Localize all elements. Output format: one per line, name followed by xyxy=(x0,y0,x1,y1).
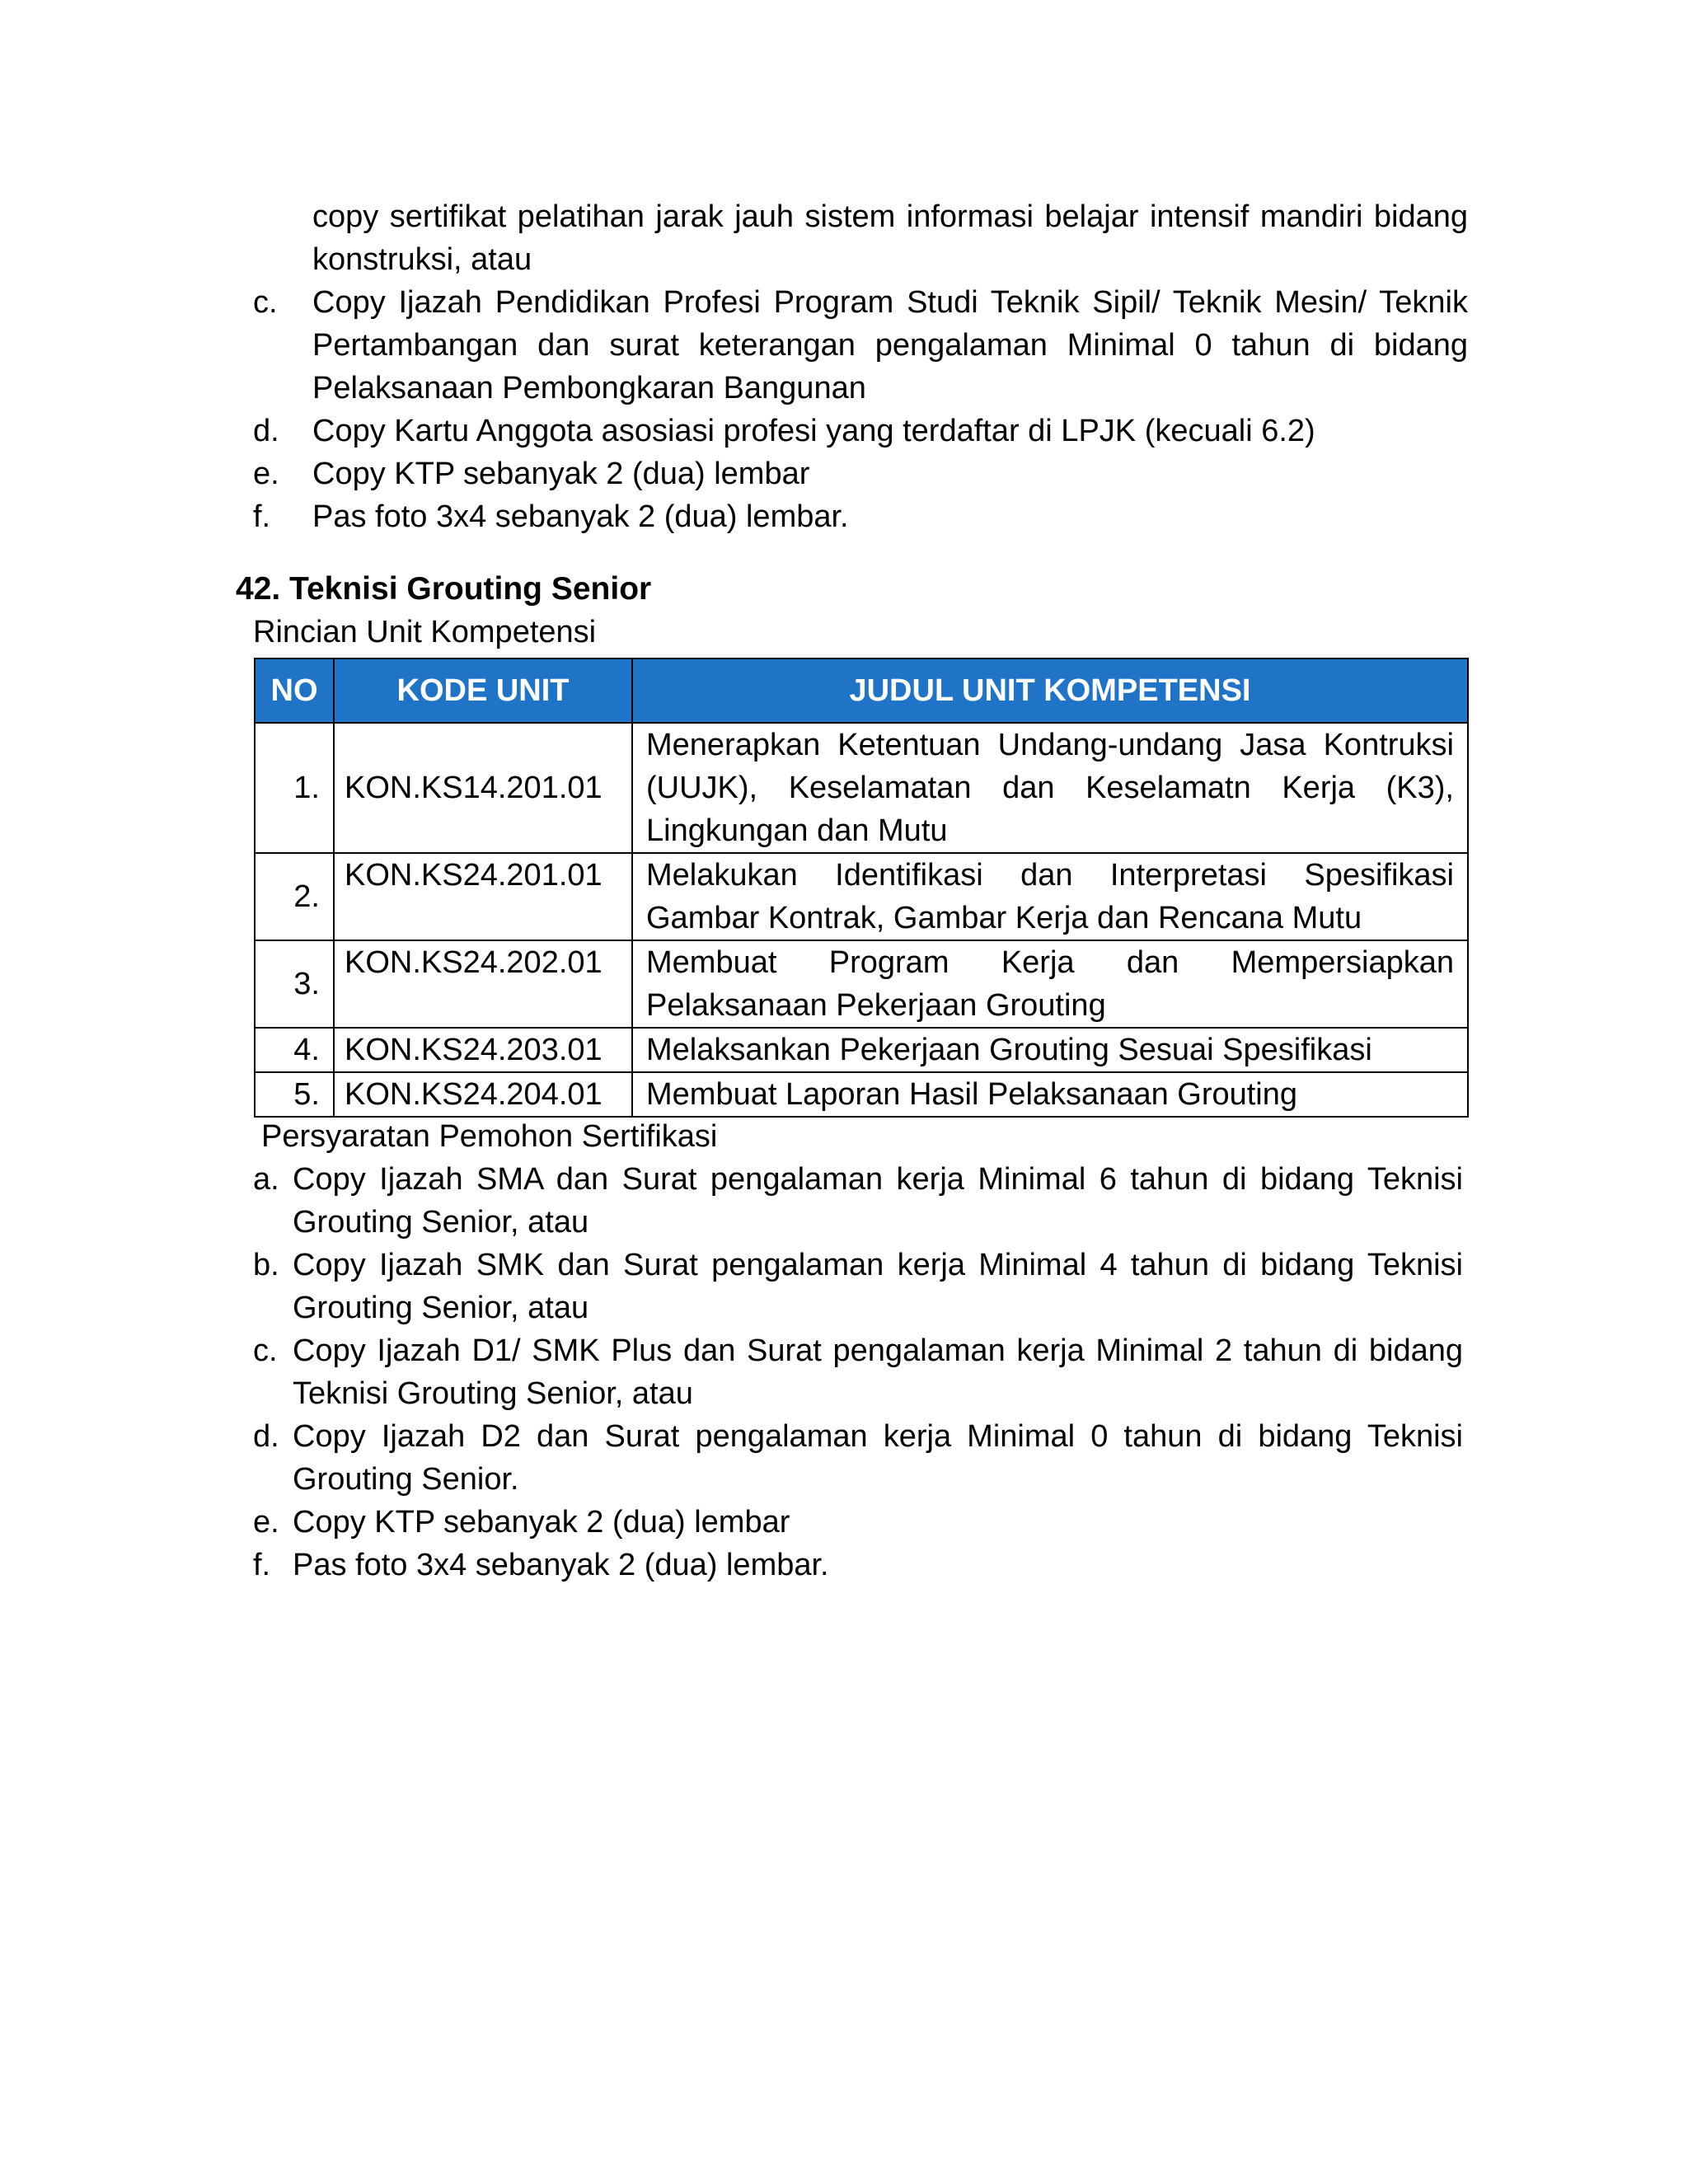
cell-title: Membuat Laporan Hasil Pelaksanaan Grouting xyxy=(632,1072,1468,1117)
cell-no: 1. xyxy=(255,723,334,853)
list-marker: b. xyxy=(253,1248,279,1282)
competency-unit-table xyxy=(254,658,1469,1118)
list-item-text: Copy Ijazah SMK dan Surat pengalaman kerja Minimal 4 tahun di bidang Teknisi Grouting Senior, atau xyxy=(293,1248,1463,1325)
cell-title: Menerapkan Ketentuan Undang-undang Jasa Kontruksi (UUJK), Keselamatan dan Keselamatn Kerja (K3), Lingkungan dan Mutu xyxy=(632,723,1468,853)
table-row xyxy=(255,940,1468,1028)
cell-code: KON.KS14.201.01 xyxy=(334,723,632,853)
table-header-row xyxy=(255,658,1468,723)
list-item-text: Copy Ijazah D1/ SMK Plus dan Surat pengalaman kerja Minimal 2 tahun di bidang Teknisi Grouting Senior, atau xyxy=(293,1333,1463,1411)
previous-requirements-list xyxy=(253,195,1468,538)
cell-no: 5. xyxy=(255,1072,334,1117)
list-marker: d. xyxy=(253,1419,279,1454)
header-title: JUDUL UNIT KOMPETENSI xyxy=(632,658,1468,723)
list-marker: d. xyxy=(253,414,279,448)
units-label: Rincian Unit Kompetensi xyxy=(253,615,597,649)
list-marker: e. xyxy=(253,1505,279,1540)
table-row xyxy=(255,853,1468,940)
header-code: KODE UNIT xyxy=(334,658,632,723)
list-marker: f. xyxy=(253,499,271,534)
list-item-text: Copy Ijazah Pendidikan Profesi Program Studi Teknik Sipil/ Teknik Mesin/ Teknik Pertambangan dan surat keterangan pengalaman Minimal 0 tahun di bidang Pelaksanaan Pembongkaran Bangunan xyxy=(312,285,1468,405)
cell-no: 3. xyxy=(255,940,334,1028)
list-marker: a. xyxy=(253,1162,279,1197)
list-item xyxy=(253,1415,1463,1501)
table-row xyxy=(255,1072,1468,1117)
list-item-text: Copy Ijazah D2 dan Surat pengalaman kerja Minimal 0 tahun di bidang Teknisi Grouting Senior. xyxy=(293,1419,1463,1497)
table-row xyxy=(255,723,1468,853)
cell-code: KON.KS24.204.01 xyxy=(334,1072,632,1117)
header-no: NO xyxy=(255,658,334,723)
list-item xyxy=(253,1158,1463,1244)
list-item-text: Pas foto 3x4 sebanyak 2 (dua) lembar. xyxy=(293,1548,829,1582)
cell-title: Melaksankan Pekerjaan Grouting Sesuai Spesifikasi xyxy=(632,1028,1468,1072)
list-item-text: Copy KTP sebanyak 2 (dua) lembar xyxy=(312,457,810,491)
list-marker: e. xyxy=(253,457,279,491)
cell-no: 2. xyxy=(255,853,334,940)
list-item xyxy=(253,195,1468,281)
requirements-list xyxy=(253,1158,1463,1586)
cell-title: Membuat Program Kerja dan Mempersiapkan Pelaksanaan Pekerjaan Grouting xyxy=(632,940,1468,1028)
list-item-text: Copy Kartu Anggota asosiasi profesi yang terdaftar di LPJK (kecuali 6.2) xyxy=(312,414,1315,448)
cell-code: KON.KS24.203.01 xyxy=(334,1028,632,1072)
requirements-label: Persyaratan Pemohon Sertifikasi xyxy=(261,1119,718,1154)
section-heading: 42. Teknisi Grouting Senior xyxy=(236,571,652,607)
list-marker: f. xyxy=(253,1548,271,1582)
list-item xyxy=(253,1244,1463,1329)
list-item xyxy=(253,281,1468,410)
list-item-text: Copy Ijazah SMA dan Surat pengalaman kerja Minimal 6 tahun di bidang Teknisi Grouting Senior, atau xyxy=(293,1162,1463,1240)
list-item xyxy=(253,1544,1463,1586)
cell-code: KON.KS24.201.01 xyxy=(334,853,632,940)
list-item xyxy=(253,410,1468,452)
list-marker: c. xyxy=(253,285,278,320)
list-item-text: copy sertifikat pelatihan jarak jauh sistem informasi belajar intensif mandiri bidang konstruksi, atau xyxy=(312,199,1468,277)
cell-code: KON.KS24.202.01 xyxy=(334,940,632,1028)
cell-no: 4. xyxy=(255,1028,334,1072)
table-row xyxy=(255,1028,1468,1072)
cell-title: Melakukan Identifikasi dan Interpretasi Spesifikasi Gambar Kontrak, Gambar Kerja dan Rencana Mutu xyxy=(632,853,1468,940)
list-item xyxy=(253,1329,1463,1415)
list-item-text: Copy KTP sebanyak 2 (dua) lembar xyxy=(293,1505,790,1540)
list-marker: c. xyxy=(253,1333,278,1368)
list-item xyxy=(253,495,1468,538)
list-item-text: Pas foto 3x4 sebanyak 2 (dua) lembar. xyxy=(312,499,849,534)
list-item xyxy=(253,1501,1463,1544)
list-item xyxy=(253,452,1468,495)
